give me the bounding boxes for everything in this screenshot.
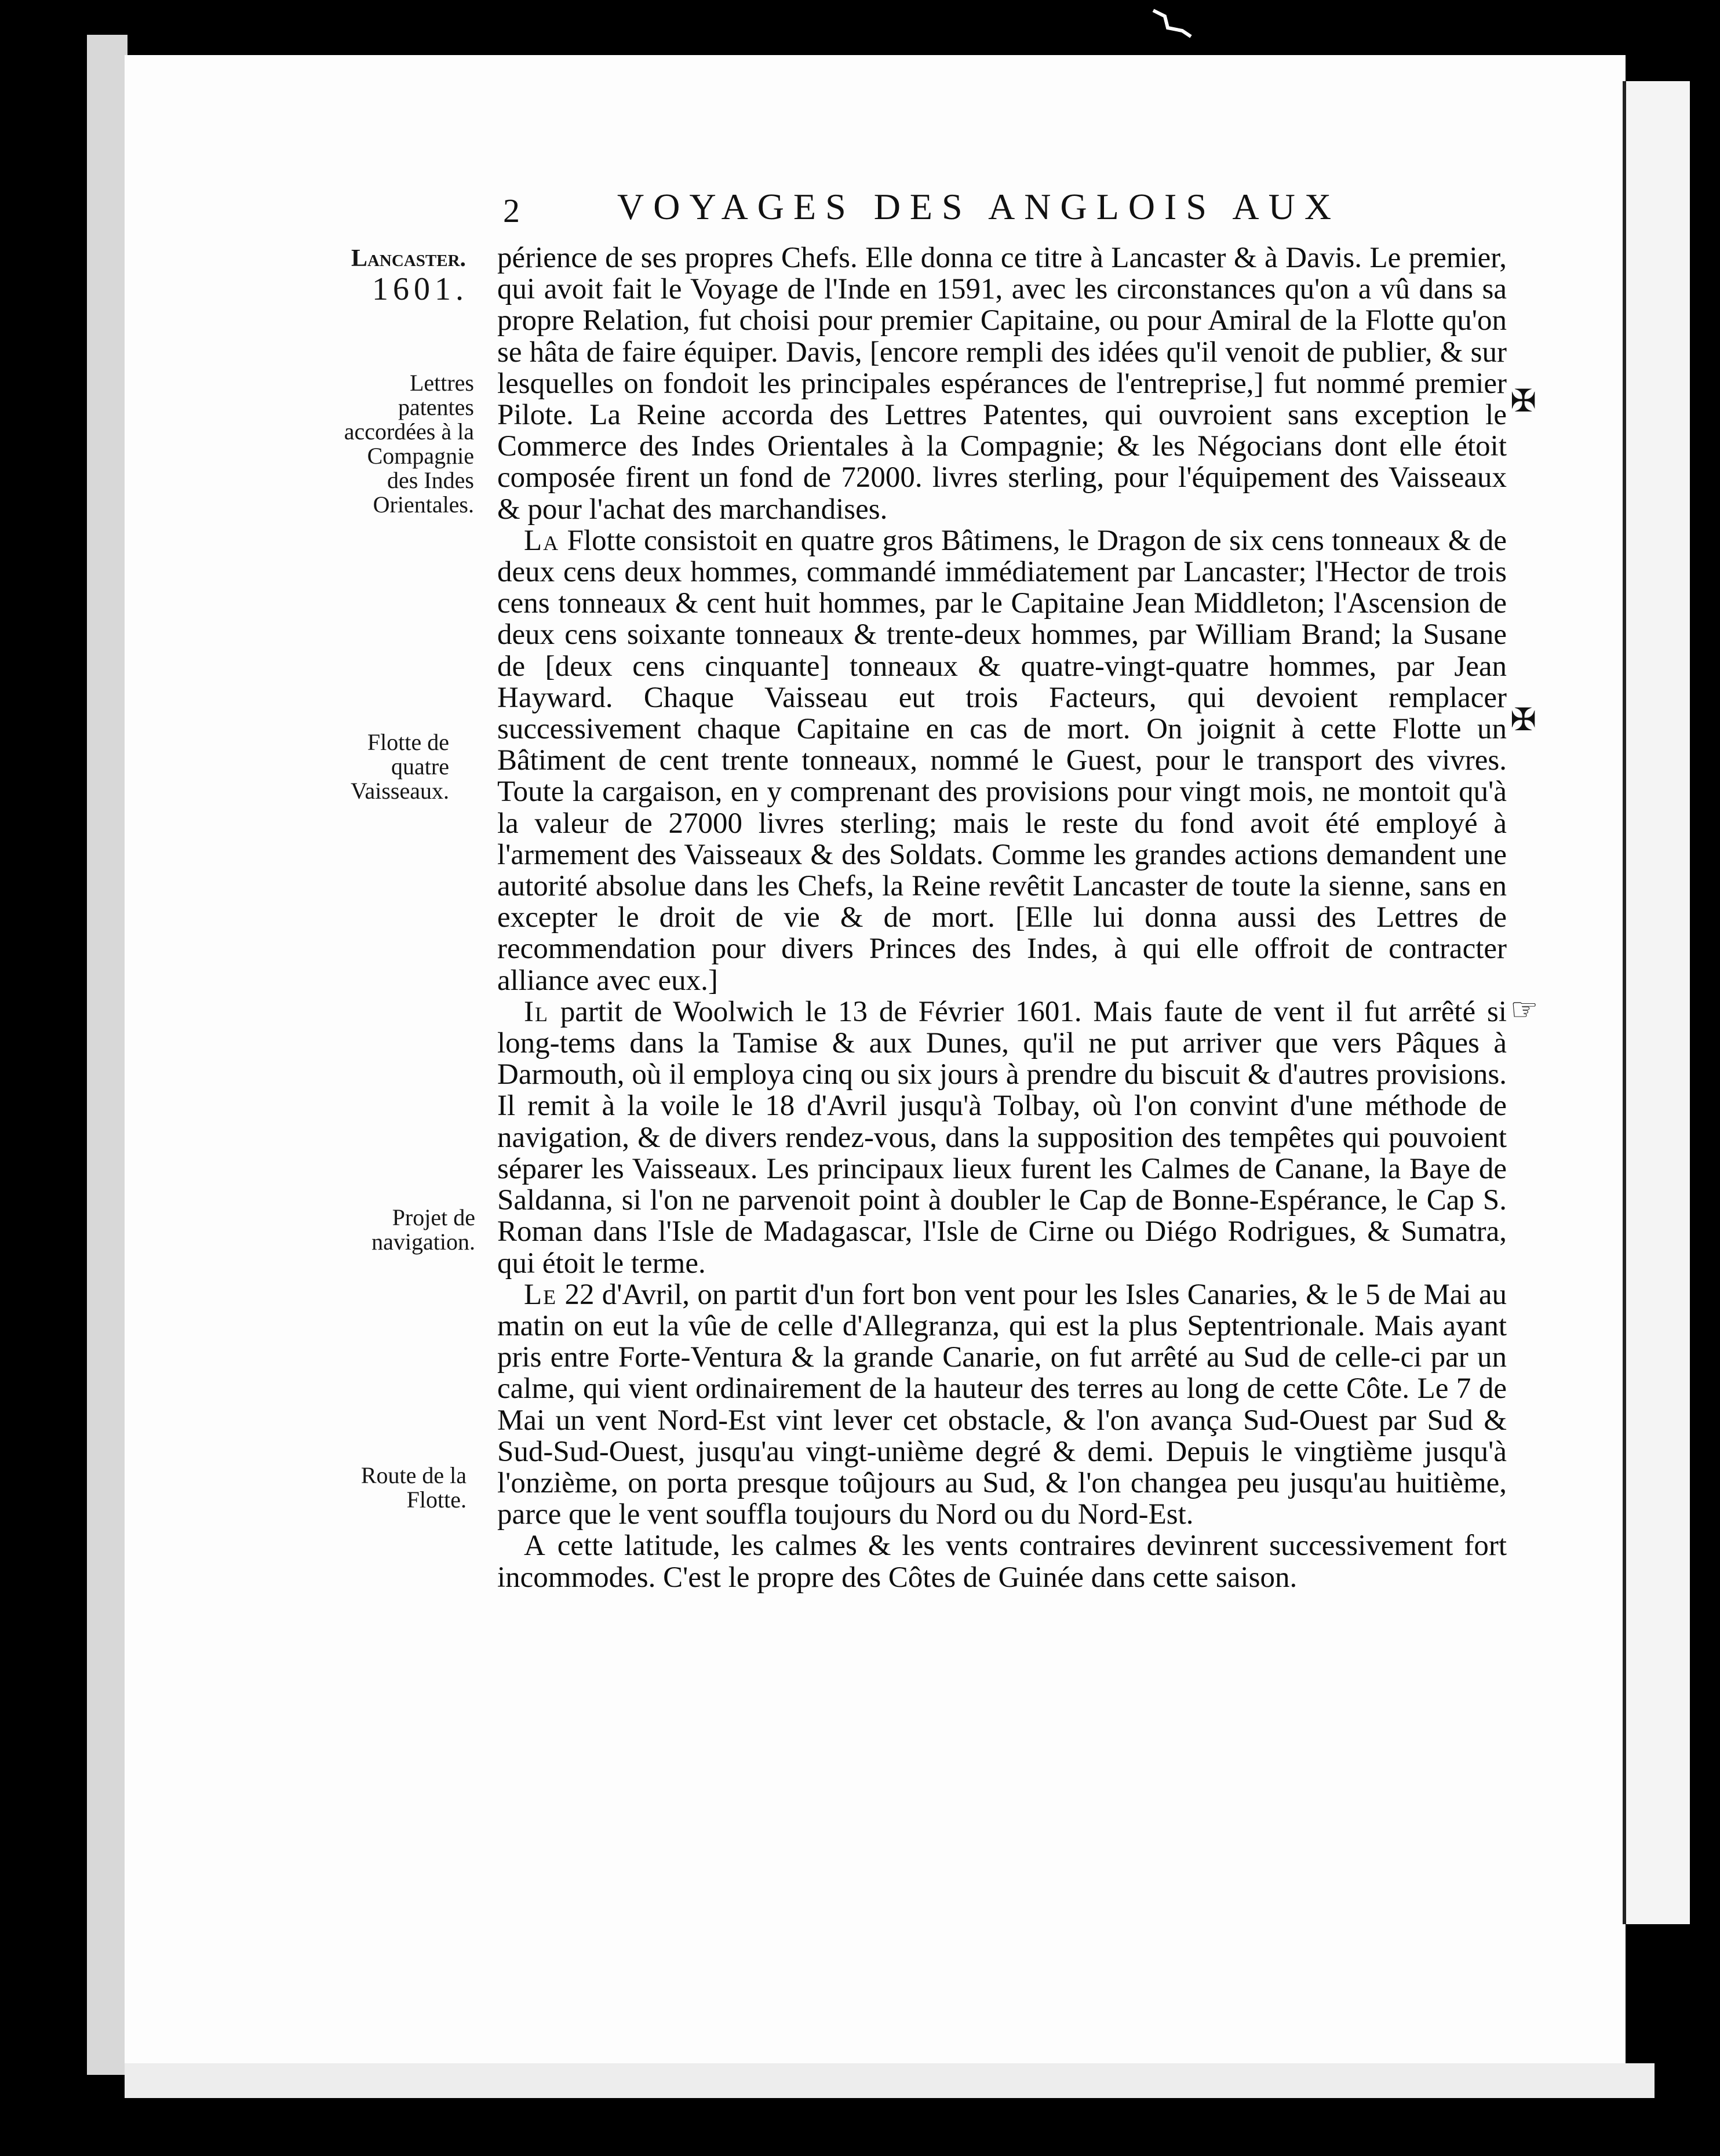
margin-note-year: 1601. <box>372 271 468 307</box>
margin-note-lancaster: Lancaster. <box>351 245 467 272</box>
edit-cross-mark-2: ✠ <box>1510 702 1537 737</box>
edit-cross-mark: ✠ <box>1510 384 1537 418</box>
margin-note-flotte: Flotte de quatre Vaisseaux. <box>351 729 449 804</box>
edit-hand-mark: ☞ <box>1510 992 1539 1027</box>
paragraph-2: La Flotte consistoit en quatre gros Bâtimens, le Dragon de six cens tonneaux & de deux cens deux hommes, commandé immédiatement par Lancaster; l'Hector de trois cens tonneaux & cent huit hommes, par le Capitaine Jean Middleton; l'Ascension de deux cens soixante tonneaux & trente-deux hommes, par William Brand; la Susane de [deux cens cinquante] tonneaux & quatre-vingt-quatre hommes, par Jean Hayward. Chaque Vaisseau eut trois Facteurs, qui devoient remplacer successivement chaque Capitaine en cas de mort. On joignit à cette Flotte un Bâtiment de cent trente tonneaux, nommé le Guest, pour le transport des vivres. Toute la cargaison, en y comprenant des provisions pour vingt mois, ne montoit qu'à la valeur de 27000 livres sterling; mais le reste du fond avoit été employé à l'armement des Vaisseaux & des Soldats. Comme les grandes actions demandent une autorité absolue dans les Chefs, la Reine revêtit Lancaster de toute la sienne, sans en excepter le droit de vie & de mort. [Elle lui donna aussi des Lettres de recommendation pour divers Princes des Indes, à qui elle offroit de contracter alliance avec eux.] <box>497 524 1507 997</box>
running-title: VOYAGES DES ANGLOIS AUX <box>617 186 1341 227</box>
margin-note-route: Route de la Flotte. <box>360 1462 467 1513</box>
scan-spine-band <box>87 35 127 2075</box>
paragraph-4: Le 22 d'Avril, on partit d'un fort bon vent pour les Isles Canaries, & le 5 de Mai au matin on eut la vûe de celle d'Allegranza, qui est la plus Septentrionale. Mais ayant pris entre Forte-Ventura & la grande Canarie, on fut arrêté au Sud de celle-ci par un calme, qui vient ordinairement de la hauteur des terres au long de cette Côte. Le 7 de Mai un vent Nord-Est vint lever cet obstacle, & l'on avança Sud-Ouest par Sud & Sud-Sud-Ouest, jusqu'au vingt-unième degré & demi. Depuis le vingtième jusqu'à l'onzième, on porta presque toûjours au Sud, & l'on changea peu jusqu'au huitième, parce que le vent souffla toujours du Nord ou du Nord-Est. <box>497 1278 1507 1531</box>
scan-corner-mark <box>1150 5 1197 39</box>
facing-page-edge <box>1623 81 1690 1924</box>
scan-bottom-edge <box>125 2063 1655 2098</box>
margin-note-lettres: Lettres patentes accordées à la Compagnie des Indes Orientales. <box>344 370 474 518</box>
paragraph-3: Il partit de Woolwich le 13 de Février 1601. Mais faute de vent il fut arrêté si long-tems dans la Tamise & aux Dunes, qu'il ne put arriver que vers Pâques à Darmouth, où il employa cinq ou six jours à prendre du biscuit & d'autres provisions. Il remit à la voile le 18 d'Avril jusqu'à Tolbay, où l'on convint d'une méthode de navigation, & de divers rendez-vous, dans la supposition des tempêtes qui pouvoient séparer les Vaisseaux. Les principaux lieux furent les Calmes de Canane, la Baye de Saldanna, si l'on ne parvenoit point à doubler le Cap de Bonne-Espérance, le Cap S. Roman dans l'Isle de Madagascar, l'Isle de Cirne ou Diégo Rodrigues, & Sumatra, qui étoit le terme. <box>497 995 1507 1280</box>
paragraph-5: A cette latitude, les calmes & les vents contraires devinrent successivement fort incommodes. C'est le propre des Côtes de Guinée dans cette saison. <box>497 1529 1507 1594</box>
margin-note-projet: Projet de navigation. <box>371 1204 475 1255</box>
main-text <box>497 242 1507 1593</box>
page-number: 2 <box>503 192 520 230</box>
paragraph-1: périence de ses propres Chefs. Elle donna ce titre à Lancaster & à Davis. Le premier, qui avoit fait le Voyage de l'Inde en 1591, avec les circonstances qu'on a vû dans sa propre Relation, fut choisi pour premier Capitaine, ou pour Amiral de la Flotte qu'on se hâta de faire équiper. Davis, [encore rempli des idées qu'il venoit de publier, & sur lesquelles on fondoit les principales espérances de l'entreprise,] fut nommé premier Pilote. La Reine accorda des Lettres Patentes, qui ouvroient sans exception le Commerce des Indes Orientales à la Compagnie; & les Négocians dont elle étoit composée firent un fond de 72000. livres sterling, pour l'équipement des Vaisseaux & pour l'achat des marchandises. <box>497 242 1507 526</box>
